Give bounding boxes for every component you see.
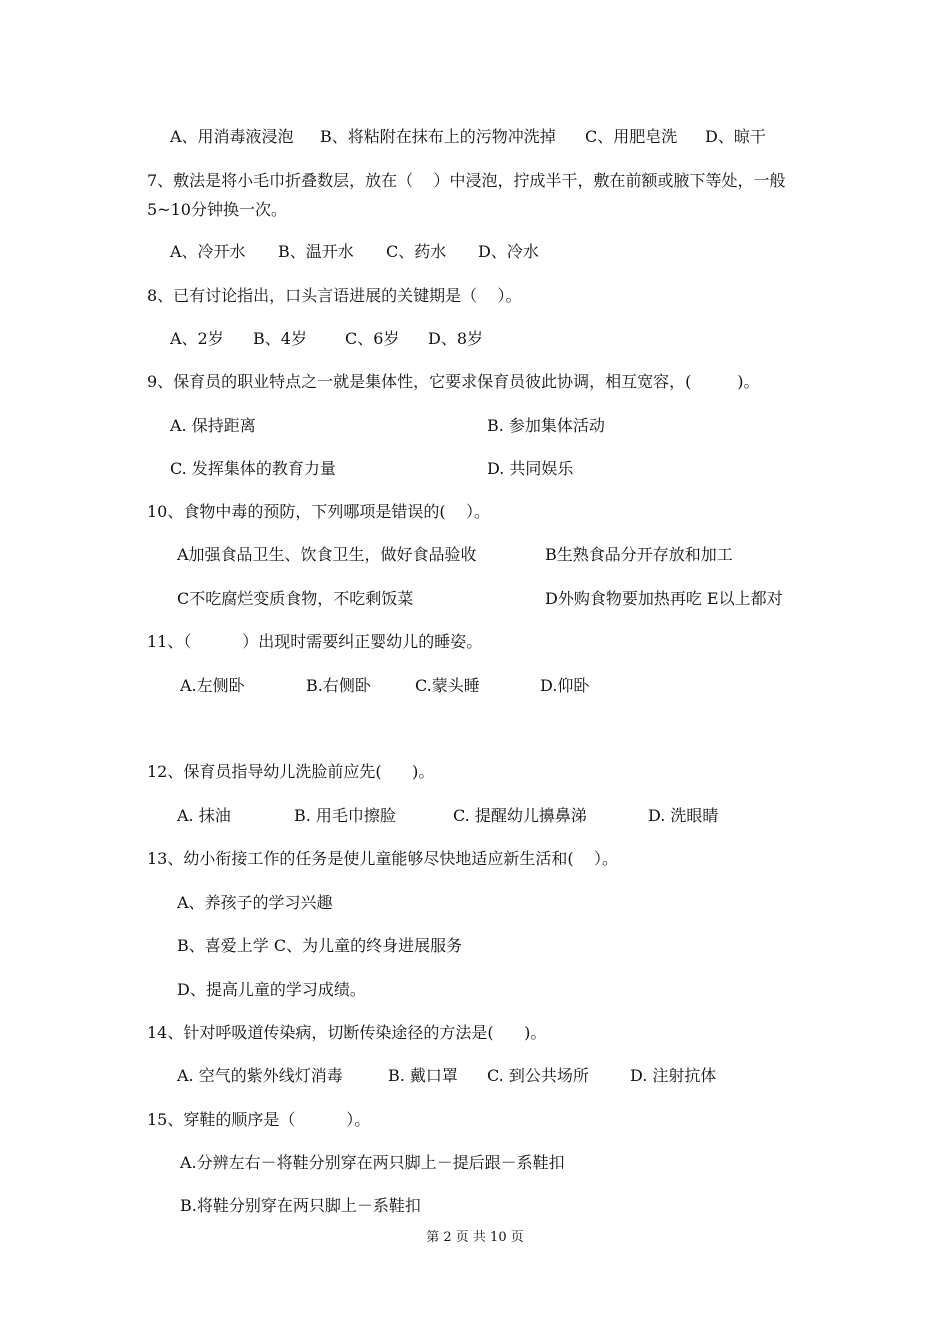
q7-option-d: D、冷水 [478,242,539,261]
q14-option-c: C. 到公共场所 [487,1066,589,1085]
q15-option-a: A.分辨左右－将鞋分别穿在两只脚上－提后跟－系鞋扣 [180,1153,565,1172]
q10-option-a: A加强食品卫生、饮食卫生，做好食品验收 [177,545,477,564]
q11-option-c: C.蒙头睡 [415,676,480,695]
q11-option-d: D.仰卧 [540,676,590,695]
q7-question: 7、敷法是将小毛巾折叠数层，放在（ ）中浸泡，拧成半干，敷在前额或腋下等处，一般 [147,171,786,190]
q15-question: 15、穿鞋的顺序是（ ）。 [147,1110,371,1129]
q12-option-b: B. 用毛巾擦脸 [294,806,396,825]
q6-option-c: C、用肥皂洗 [585,127,678,146]
q12-option-c: C. 提醒幼儿擤鼻涕 [453,806,587,825]
q12-option-a: A. 抹油 [177,806,231,825]
page-footer: 第 2 页 共 10 页 [426,1230,524,1245]
q7-option-b: B、温开水 [278,242,354,261]
q13-option-a: A、养孩子的学习兴趣 [177,893,333,912]
q8-question: 8、已有讨论指出，口头言语进展的关键期是（ ）。 [147,286,522,305]
q9-option-d: D. 共同娱乐 [487,459,574,478]
q6-option-b: B、将粘附在抹布上的污物冲洗掉 [320,127,556,146]
q11-question: 11、（ ）出现时需要纠正婴幼儿的睡姿。 [147,632,483,651]
q8-option-d: D、8岁 [428,329,484,348]
q14-option-d: D. 注射抗体 [630,1066,717,1085]
q12-option-d: D. 洗眼睛 [648,806,719,825]
q8-option-a: A、2岁 [170,329,224,348]
q7-question-cont: 5~10分钟换一次。 [147,200,287,219]
q14-option-a: A. 空气的紫外线灯消毒 [177,1066,343,1085]
q9-option-b: B. 参加集体活动 [487,416,605,435]
q8-option-c: C、6岁 [345,329,400,348]
q10-option-d: D外购食物要加热再吃 E以上都对 [545,589,783,608]
q15-option-b: B.将鞋分别穿在两只脚上－系鞋扣 [180,1196,421,1215]
q7-option-a: A、冷开水 [170,242,246,261]
q6-option-a: A、用消毒液浸泡 [170,127,294,146]
q11-option-b: B.右侧卧 [306,676,371,695]
q14-option-b: B. 戴口罩 [388,1066,458,1085]
q11-option-a: A.左侧卧 [180,676,245,695]
q13-question: 13、幼小衔接工作的任务是使儿童能够尽快地适应新生活和( ）。 [147,849,618,868]
q12-question: 12、保育员指导幼儿洗脸前应先( )。 [147,762,435,781]
q9-option-c: C. 发挥集体的教育力量 [170,459,336,478]
q14-question: 14、针对呼吸道传染病，切断传染途径的方法是( )。 [147,1023,547,1042]
q7-option-c: C、药水 [386,242,447,261]
q9-question: 9、保育员的职业特点之一就是集体性，它要求保育员彼此协调，相互宽容，( )。 [147,372,760,391]
q6-option-d: D、晾干 [705,127,766,146]
q8-option-b: B、4岁 [253,329,307,348]
q13-option-d: D、提高儿童的学习成绩。 [177,980,366,999]
q9-option-a: A. 保持距离 [170,416,256,435]
q13-option-bc: B、喜爱上学 C、为儿童的终身进展服务 [177,936,463,955]
q10-option-c: C不吃腐烂变质食物，不吃剩饭菜 [177,589,414,608]
q10-option-b: B生熟食品分开存放和加工 [545,545,733,564]
q10-question: 10、食物中毒的预防，下列哪项是错误的( ）。 [147,502,490,521]
